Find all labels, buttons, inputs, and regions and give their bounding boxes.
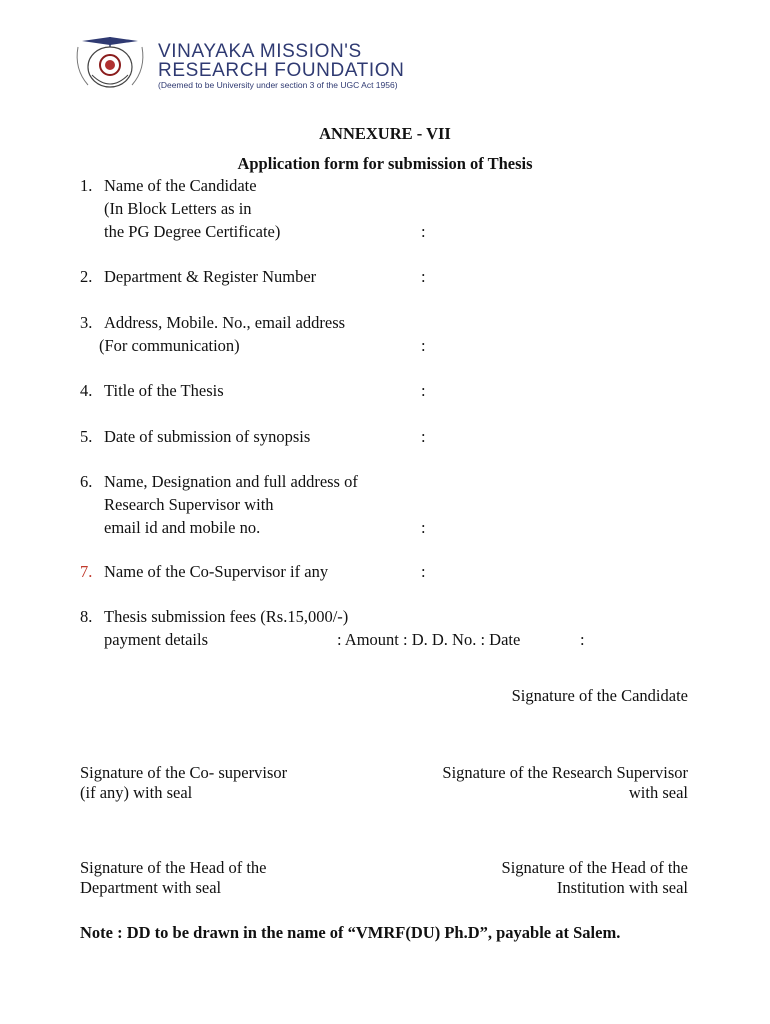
field-colon: : — [421, 336, 426, 355]
field-colon: : — [421, 562, 426, 581]
field-colon: : — [580, 630, 585, 649]
item-number: 4. — [80, 381, 93, 400]
org-name-line-1: VINAYAKA MISSION'S — [158, 41, 362, 62]
item-label: Research Supervisor with — [104, 495, 274, 514]
item-number: 2. — [80, 267, 93, 286]
signature-co-supervisor: Signature of the Co- supervisor — [80, 763, 288, 782]
signature-co-supervisor-seal: (if any) with seal — [80, 783, 193, 802]
signature-research-supervisor-seal: with seal — [628, 783, 688, 802]
signature-head-institution: Signature of the Head of the — [501, 858, 688, 877]
field-colon: : — [421, 427, 426, 446]
item-label: email id and mobile no. — [104, 518, 261, 537]
field-colon: : — [421, 222, 426, 241]
item-number: 5. — [80, 427, 93, 446]
signature-hod: Signature of the Head of the — [80, 858, 267, 877]
field-colon: : — [421, 518, 426, 537]
form-subtitle: Application form for submission of Thesis — [237, 154, 533, 173]
signature-head-institution-seal: Institution with seal — [556, 878, 688, 897]
annexure-title: ANNEXURE - VII — [319, 124, 451, 143]
signature-candidate: Signature of the Candidate — [511, 686, 688, 705]
item-label: (In Block Letters as in — [104, 199, 252, 218]
item-label: the PG Degree Certificate) — [104, 222, 281, 241]
item-label: Name of the Co-Supervisor if any — [104, 562, 329, 581]
item-number: 7. — [80, 562, 93, 581]
university-logo — [70, 35, 150, 95]
item-number: 1. — [80, 176, 93, 195]
org-name-line-2: RESEARCH FOUNDATION — [158, 60, 405, 81]
field-colon: : — [421, 381, 426, 400]
signature-hod-seal: Department with seal — [80, 878, 222, 897]
item-label: (For communication) — [99, 336, 240, 355]
item-label: Date of submission of synopsis — [104, 427, 311, 446]
item-label: Title of the Thesis — [104, 381, 224, 400]
item-label: Thesis submission fees (Rs.15,000/-) — [104, 607, 349, 626]
item-label: Name, Designation and full address of — [104, 472, 358, 491]
field-colon: : — [421, 267, 426, 286]
item-label: Name of the Candidate — [104, 176, 257, 195]
item-number: 6. — [80, 472, 93, 491]
item-label: Department & Register Number — [104, 267, 317, 286]
org-subtitle: (Deemed to be University under section 3 of the UGC Act 1956) — [158, 80, 398, 90]
payment-fields: : Amount : D. D. No. : Date — [337, 630, 521, 649]
payment-note: Note : DD to be drawn in the name of “VMRF(DU) Ph.D”, payable at Salem. — [80, 923, 621, 942]
item-label: Address, Mobile. No., email address — [104, 313, 346, 332]
item-number: 8. — [80, 607, 93, 626]
item-label: payment details — [104, 630, 209, 649]
signature-research-supervisor: Signature of the Research Supervisor — [442, 763, 688, 782]
item-number: 3. — [80, 313, 93, 332]
